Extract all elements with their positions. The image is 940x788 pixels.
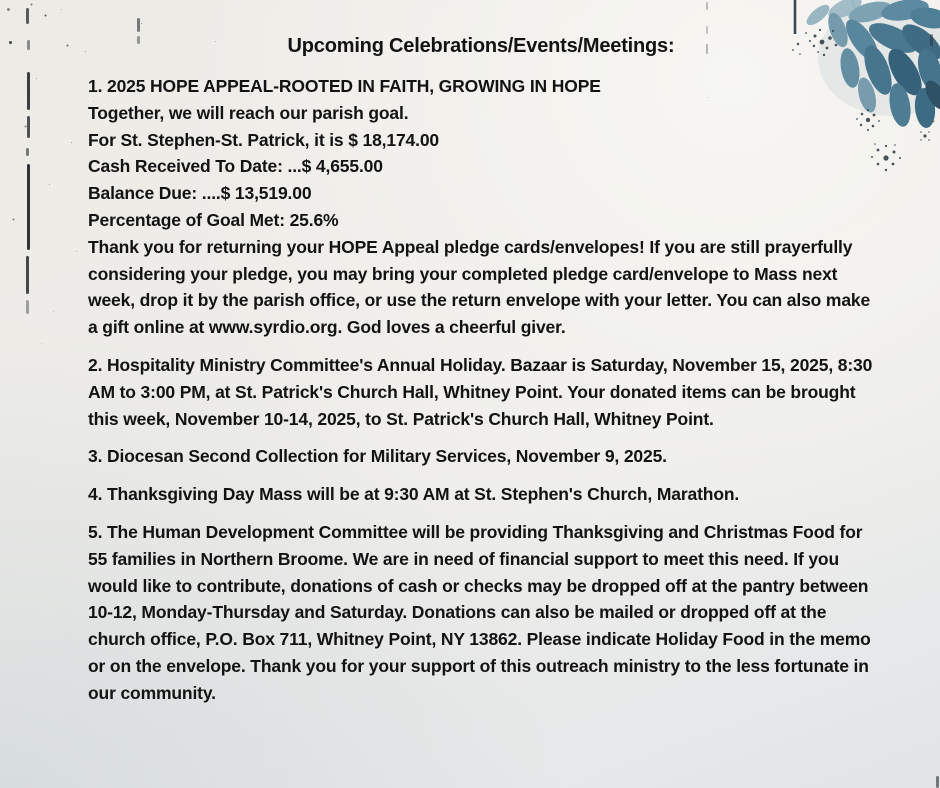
hope-appeal-heading: 1. 2025 HOPE APPEAL-ROOTED IN FAITH, GROWING IN HOPE: [88, 76, 601, 96]
page-title: Upcoming Celebrations/Events/Meetings:: [287, 35, 675, 57]
event-item-holiday-bazaar: [88, 352, 874, 432]
parish-goal-line: Together, we will reach our parish goal.: [88, 102, 409, 123]
event-item-holiday-food: [88, 519, 874, 707]
holiday-food-paragraph: 5. The Human Development Committee will be providing Thanksgiving and Christmas Food for 55 families in Northern Broome. We are in need of financial support to meet this need. If you would like to contribute, donations of cash or checks may be dropped off at the pantry between 10-12, Monday-Thursday and Saturday. Donations can also be mailed or dropped off at the church office, P.O. Box 711, Whitney Point, NY 13862. Please indicate Holiday Food in the memo or on the envelope. Thank you for your support of this outreach ministry to the less fortunate in our community.: [88, 521, 871, 703]
holiday-bazaar-paragraph: 2. Hospitality Ministry Committee's Annual Holiday. Bazaar is Saturday, November 15, 2025, 8:30 AM to 3:00 PM, at St. Patrick's Church Hall, Whitney Point. Your donated items can be brought this week, November 10-14, 2025, to St. Patrick's Church Hall, Whitney Point.: [88, 354, 873, 429]
pledge-thank-you-paragraph: Thank you for returning your HOPE Appeal pledge cards/envelopes! If you are still prayerfully considering your pledge, you may bring your completed pledge card/envelope to Mass next week, drop it by the parish office, or use the return envelope with your letter. You can also make a gift online at www.syrdio.org. God loves a cheerful giver.: [88, 236, 871, 338]
cash-received-line: Cash Received To Date: ...$ 4,655.00: [88, 156, 383, 177]
event-item-thanksgiving-mass: [88, 481, 874, 508]
military-collection-paragraph: 3. Diocesan Second Collection for Military Services, November 9, 2025.: [88, 446, 667, 467]
thanksgiving-mass-paragraph: 4. Thanksgiving Day Mass will be at 9:30 AM at St. Stephen's Church, Marathon.: [88, 484, 740, 505]
event-item-military-collection: [88, 443, 874, 470]
announcements: [88, 32, 874, 718]
percentage-goal-line: Percentage of Goal Met: 25.6%: [88, 209, 339, 230]
ink-dots: [0, 0, 3, 3]
event-item-hope-appeal: [88, 73, 874, 341]
goal-amount-line: For St. Stephen-St. Patrick, it is $ 18,174.00: [88, 129, 440, 150]
balance-due-line: Balance Due: ....$ 13,519.00: [88, 183, 312, 204]
